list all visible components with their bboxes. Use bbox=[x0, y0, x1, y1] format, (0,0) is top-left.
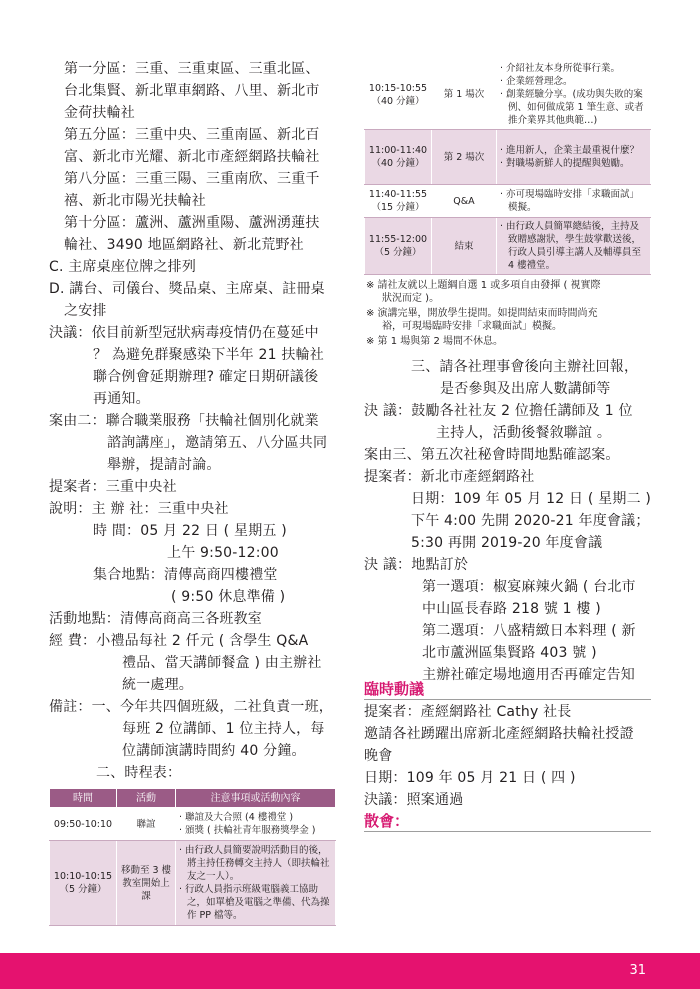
text-line: 主辦社確定場地適用否再確定告知 bbox=[422, 667, 635, 683]
text-line: 第一選項：椒宴麻辣火鍋 ( 台北市 bbox=[422, 579, 636, 595]
time-range: 11:00-11:40 bbox=[368, 145, 428, 156]
time-range: 11:55-12:00 bbox=[368, 234, 428, 245]
duration: （40 分鐘） bbox=[371, 95, 425, 107]
text-line: 案由三、第五次社秘會時間地點確認案。 bbox=[364, 447, 620, 463]
divider bbox=[364, 831, 651, 832]
divider bbox=[364, 699, 651, 700]
footnote: 狀況而定 )。 bbox=[382, 293, 440, 304]
table-row bbox=[365, 218, 651, 275]
text-line: 時 間：05 月 22 日 ( 星期五 ) bbox=[93, 523, 287, 539]
note-item: · 對職場新鮮人的提醒與勉勵。 bbox=[500, 158, 630, 169]
text-line: 是否參與及出席人數講師等 bbox=[440, 381, 611, 397]
text-line: 決 議：鼓勵各社社友 2 位擔任講師及 1 位 bbox=[364, 403, 633, 419]
text-line: 第十分區：蘆洲、蘆洲重陽、蘆洲湧蓮扶 bbox=[64, 215, 320, 231]
footnote: ※ 第 1 場與第 2 場間不休息。 bbox=[366, 336, 503, 347]
text-line: 第一分區：三重、三重東區、三重北區、 bbox=[64, 61, 320, 77]
text-line: ( 9:50 休息準備 ) bbox=[171, 589, 286, 605]
footnote: ※ 請社友就以上題綱自選 1 或多項自由發揮 ( 視實際 bbox=[366, 280, 601, 291]
duration: （40 分鐘） bbox=[371, 158, 425, 169]
time-cell bbox=[50, 841, 117, 926]
time-cell bbox=[365, 60, 432, 130]
footnote: ※ 演講完畢，開放學生提問。如提問結束而時間尚充 bbox=[366, 308, 598, 319]
time-cell bbox=[365, 130, 432, 185]
text-line: 北市蘆洲區集賢路 403 號 ) bbox=[422, 645, 597, 661]
duration: （5 分鐘） bbox=[59, 884, 107, 895]
duration: （15 分鐘） bbox=[371, 202, 425, 213]
text-line: 第二選項：八盛精緻日本料理 ( 新 bbox=[422, 623, 636, 639]
page-number: 31 bbox=[629, 963, 646, 978]
time-range: 11:40-11:55 bbox=[368, 189, 428, 200]
text-line: 聯合例會延期辦理? 確定日期研議後 bbox=[93, 369, 319, 385]
text-line: 提案者：產經網路社 Cathy 社長 bbox=[364, 704, 572, 720]
note-item: · 聯誼及大合照 (4 樓禮堂 ) bbox=[179, 812, 294, 823]
text-line: 金荷扶輪社 bbox=[64, 105, 135, 121]
section-heading: 散會： bbox=[364, 812, 410, 830]
table-header: 時間 bbox=[50, 789, 117, 808]
page-footer bbox=[0, 953, 700, 989]
text-line: 再通知。 bbox=[93, 391, 150, 407]
note-item: · 由行政人員簡單總結後，主持及致贈感謝狀，學生鼓掌歡送後，行政人員引導主講人及輔導員至 4 樓禮堂。 bbox=[500, 221, 642, 271]
notes-cell bbox=[497, 185, 651, 218]
duration: （5 分鐘） bbox=[374, 247, 422, 258]
note-item: · 介紹社友本身所從事行業。 bbox=[500, 63, 621, 74]
notes-cell bbox=[176, 808, 336, 841]
text-line: 之安排 bbox=[64, 303, 107, 319]
text-line: 禮品、當天講師餐盒 ) 由主辦社 bbox=[122, 655, 322, 671]
activity-cell: 第 1 場次 bbox=[432, 60, 497, 130]
text-line: 決議：依目前新型冠狀病毒疫情仍在蔓延中 bbox=[49, 325, 319, 341]
note-item: · 亦可現場臨時安排「求職面試」模擬。 bbox=[500, 189, 640, 213]
activity-cell: 聯誼 bbox=[117, 808, 176, 841]
text-line: D. 講台、司儀台、獎品桌、主席桌、註冊桌 bbox=[49, 281, 325, 297]
note-item: · 頒獎 ( 扶輪社青年服務獎學金 ) bbox=[179, 825, 316, 836]
text-line: 禧、新北市陽光扶輪社 bbox=[64, 193, 206, 209]
text-line: C. 主席桌座位牌之排列 bbox=[49, 259, 197, 275]
time-range: 10:10-10:15 bbox=[53, 871, 113, 882]
table-row bbox=[365, 185, 651, 218]
note-item: · 由行政人員簡要說明活動目的後，將主持任務轉交主持人（即扶輪社友之一人）。 bbox=[179, 845, 330, 882]
table-header: 活動 bbox=[117, 789, 176, 808]
notes-cell bbox=[176, 841, 336, 926]
notes-cell bbox=[497, 130, 651, 185]
notes-cell bbox=[497, 60, 651, 130]
table-header: 注意事項或活動內容 bbox=[176, 789, 336, 808]
table-row bbox=[50, 808, 336, 841]
notes-cell bbox=[497, 218, 651, 275]
note-item: · 進用新人，企業主最重視什麼？ bbox=[500, 145, 640, 156]
table-row bbox=[365, 60, 651, 130]
note-item: · 行政人員指示班級電腦義工協助之，如單槍及電腦之準備、代為操作 PP 檔等。 bbox=[179, 884, 330, 921]
text-line: 主持人，活動後餐敘聯誼 。 bbox=[436, 425, 612, 441]
text-line: 邀請各社踴躍出席新北產經網路扶輪社授證 bbox=[364, 726, 634, 742]
text-line: 決 議：地點訂於 bbox=[364, 557, 469, 573]
activity-line: 教室開始上課 bbox=[122, 877, 170, 902]
text-line: 決議：照案通過 bbox=[364, 792, 464, 808]
text-line: 活動地點：清傳高商高三各班教室 bbox=[49, 611, 262, 627]
activity-line: 移動至 3 樓 bbox=[120, 864, 172, 876]
activity-cell bbox=[117, 841, 176, 926]
time-cell: 09:50-10:10 bbox=[50, 808, 117, 841]
text-line: 第五分區：三重中央、三重南區、新北百 bbox=[64, 127, 320, 143]
text-line: 位講師演講時間約 40 分鐘。 bbox=[122, 743, 306, 759]
text-line: 富、新北市光耀、新北市產經網路扶輪社 bbox=[64, 149, 320, 165]
text-line: 舉辦，提請討論。 bbox=[107, 457, 221, 473]
schedule-table-part2 bbox=[364, 59, 651, 275]
text-line: ？ 為避免群聚感染下半年 21 扶輪社 bbox=[93, 347, 324, 363]
text-line: 案由二：聯合職業服務「扶輪社個別化就業 bbox=[49, 413, 319, 429]
text-line: 諮詢講座」，邀請第五、八分區共同 bbox=[107, 435, 328, 451]
activity-cell: Q&A bbox=[432, 185, 497, 218]
time-cell bbox=[365, 185, 432, 218]
text-line: 二、時程表： bbox=[96, 765, 182, 781]
table-row bbox=[365, 130, 651, 185]
schedule-table-part1 bbox=[49, 788, 336, 926]
note-item: · 創業經驗分享。(成功與失敗的案例、如何做成第 1 筆生意、或者推介業界其他典範…) bbox=[500, 89, 644, 126]
text-line: 輪社、3490 地區網路社、新北荒野社 bbox=[64, 237, 304, 253]
note-item: · 企業經營理念。 bbox=[500, 76, 573, 87]
text-line: 經 費：小禮品每社 2 仟元 ( 含學生 Q&A bbox=[49, 633, 309, 649]
text-line: 集合地點：清傳高商四樓禮堂 bbox=[93, 567, 278, 583]
text-line: 三、請各社理事會後向主辦社回報， bbox=[411, 359, 639, 375]
text-line: 第八分區：三重三陽、三重南欣、三重千 bbox=[64, 171, 320, 187]
text-line: 提案者：新北市產經網路社 bbox=[364, 469, 535, 485]
text-line: 5:30 再開 2019-20 年度會議 bbox=[411, 535, 603, 551]
activity-cell: 結束 bbox=[432, 218, 497, 275]
time-cell bbox=[365, 218, 432, 275]
table-row bbox=[50, 841, 336, 926]
text-line: 備註：一、今年共四個班級，二社負責一班， bbox=[49, 699, 333, 715]
text-line: 下午 4:00 先開 2020-21 年度會議； bbox=[411, 513, 650, 529]
activity-cell: 第 2 場次 bbox=[432, 130, 497, 185]
footnote: 裕，可現場臨時安排「求職面試」模擬。 bbox=[382, 321, 562, 332]
text-line: 上午 9:50-12:00 bbox=[167, 545, 279, 561]
section-heading: 臨時動議 bbox=[364, 680, 425, 698]
time-range: 10:15-10:55 bbox=[368, 82, 428, 94]
text-line: 日期：109 年 05 月 21 日 ( 四 ) bbox=[364, 770, 576, 786]
text-line: 台北集賢、新北單車網路、八里、新北市 bbox=[64, 83, 320, 99]
text-line: 統一處理。 bbox=[122, 677, 193, 693]
text-line: 中山區長春路 218 號 1 樓 ) bbox=[422, 601, 601, 617]
text-line: 說明：主 辦 社：三重中央社 bbox=[49, 501, 229, 517]
text-line: 每班 2 位講師、1 位主持人，每 bbox=[122, 721, 325, 737]
text-line: 日期：109 年 05 月 12 日 ( 星期二 ) bbox=[411, 491, 652, 507]
text-line: 提案者：三重中央社 bbox=[49, 479, 177, 495]
text-line: 晚會 bbox=[364, 748, 393, 764]
